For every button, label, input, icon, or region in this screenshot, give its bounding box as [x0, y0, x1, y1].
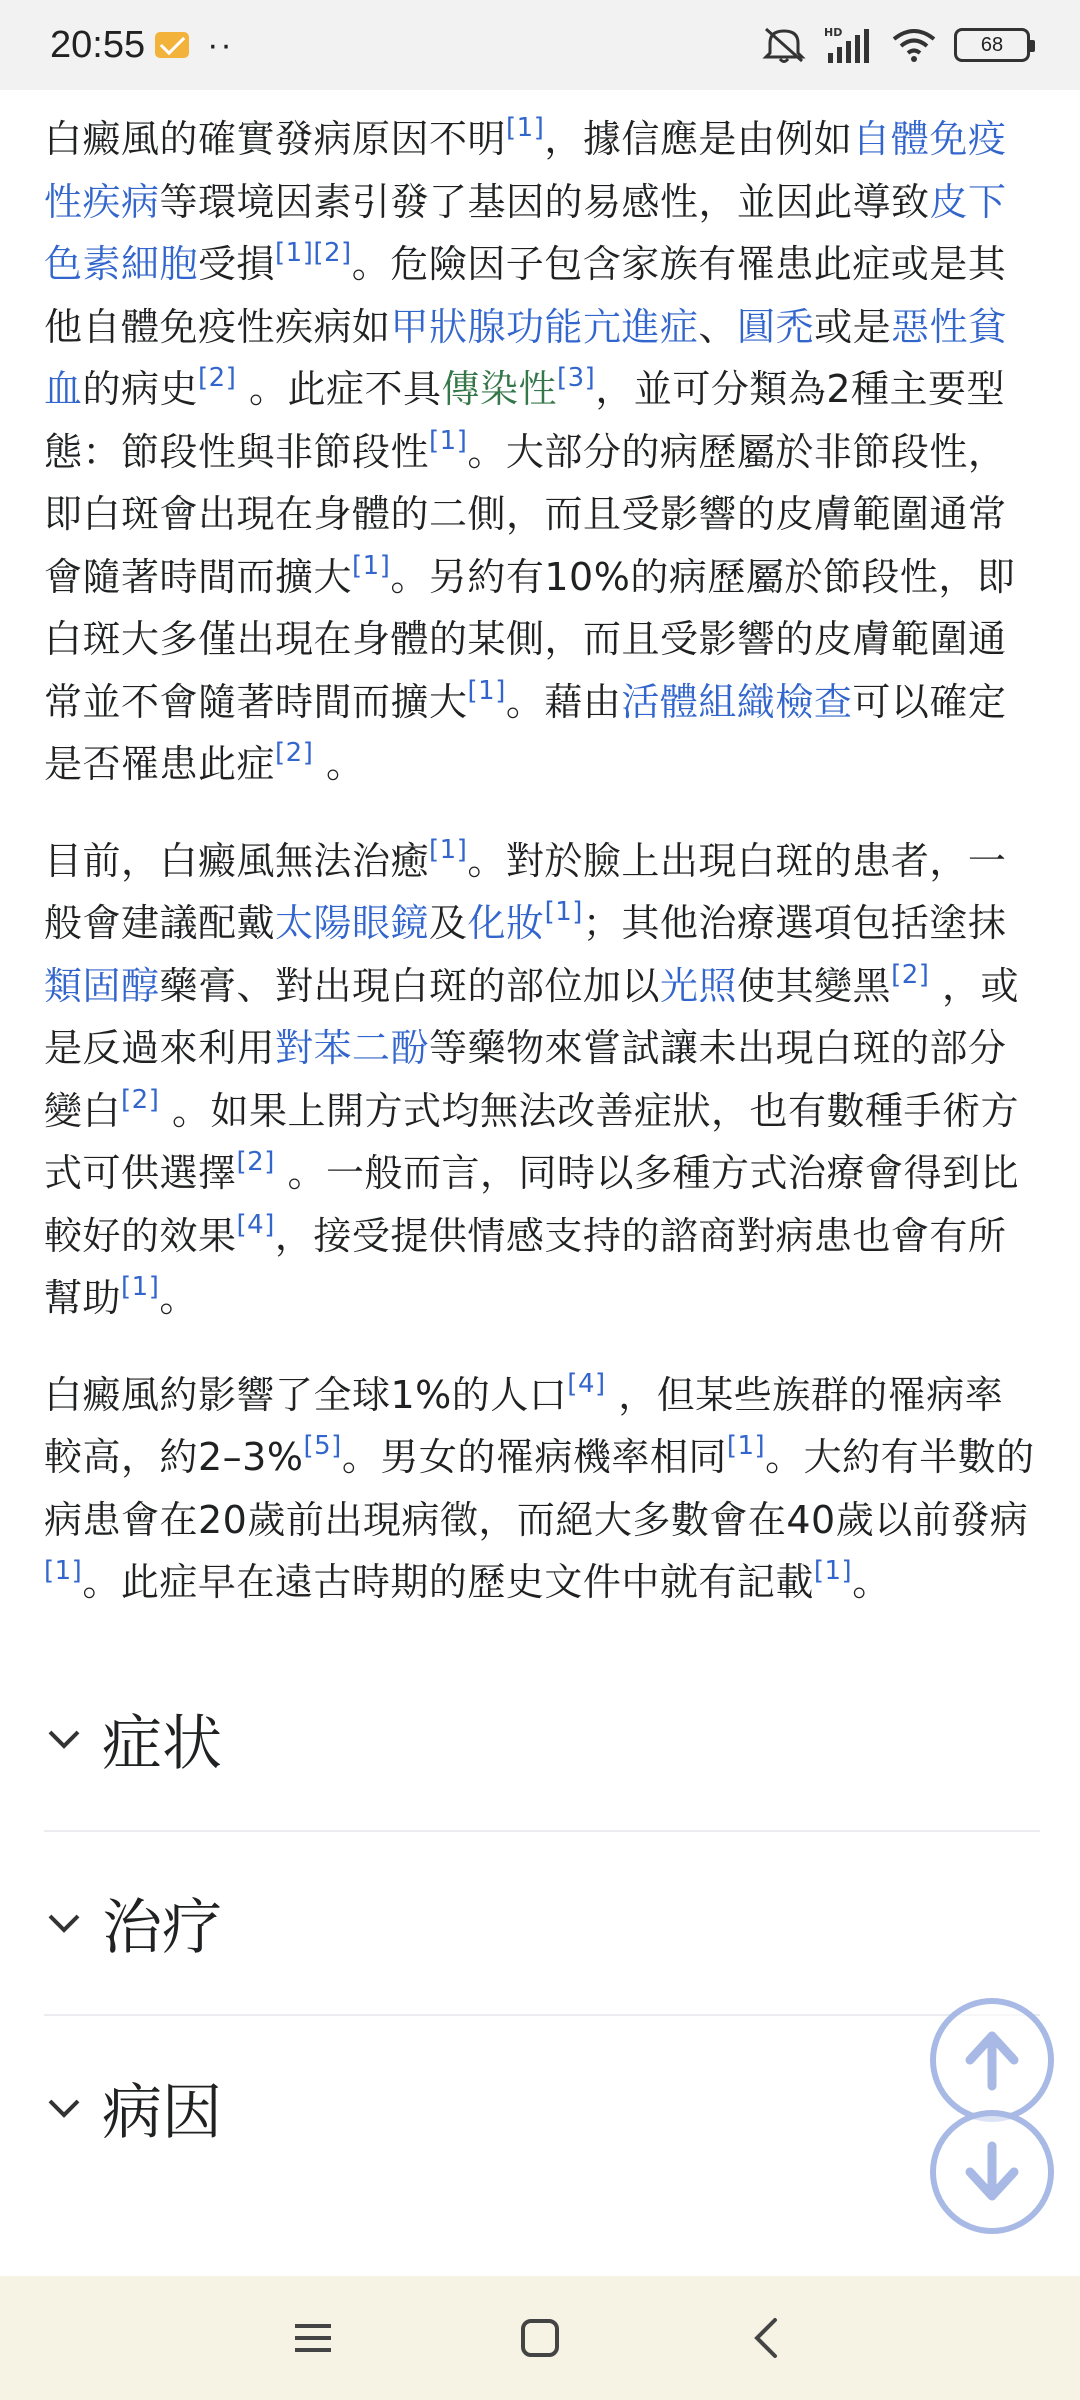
- chevron-down-icon: [44, 2088, 84, 2128]
- clock: 20:55: [50, 23, 146, 66]
- text: 。危險因子包含家族有罹患此症或是其他自體免疫性疾病如: [44, 242, 1007, 349]
- menu-icon: [291, 2318, 335, 2358]
- text: ，據信應是由例如: [544, 117, 853, 161]
- back-icon: [747, 2316, 787, 2360]
- link-sunglasses[interactable]: 太陽眼鏡: [275, 901, 430, 945]
- text: 。另約有10%的病歷屬於節段性，即白斑大多僅出現在身體的某側，而且受影響的皮膚範圍通常並不會隨著時間而擴大: [44, 554, 1016, 724]
- text: 。: [852, 1560, 891, 1604]
- citation[interactable]: [1]: [429, 834, 468, 865]
- text: 或是: [814, 304, 892, 349]
- citation[interactable]: [1]: [44, 1556, 83, 1586]
- link-cosmetics[interactable]: 化妝: [467, 901, 545, 945]
- menu-button[interactable]: [283, 2308, 343, 2368]
- citation[interactable]: [1]: [726, 1431, 766, 1461]
- link-pernicious-anemia[interactable]: 惡性貧血: [44, 304, 1007, 411]
- mail-icon: [155, 32, 189, 58]
- more-notifications: ··: [207, 25, 234, 64]
- text: 。一般而言，同時以多種方式治療會得到比較好的效果: [44, 1151, 1019, 1258]
- citation[interactable]: [2]: [275, 738, 314, 768]
- citation[interactable]: [5]: [303, 1431, 342, 1461]
- chevron-down-icon: [44, 1719, 84, 1759]
- arrow-down-icon: [952, 2132, 1032, 2212]
- text: 。如果上開方式均無法改善症狀，也有數種手術方式可供選擇: [44, 1088, 1019, 1195]
- text: 。: [313, 742, 365, 786]
- citation[interactable]: [1][2]: [275, 238, 352, 268]
- arrow-up-icon: [952, 2020, 1032, 2100]
- text: 等藥物來嘗試讓未出現白斑的部分變白: [44, 1026, 1007, 1133]
- link-contagious[interactable]: 傳染性: [441, 367, 557, 411]
- text: 的病史: [82, 367, 199, 411]
- link-hyperthyroidism[interactable]: 甲狀腺功能亢進症: [390, 304, 699, 349]
- citation[interactable]: [4]: [236, 1209, 275, 1240]
- citation[interactable]: [2]: [236, 1147, 275, 1177]
- text: 。對於臉上出現白斑的患者，一般會建議配戴: [44, 838, 1007, 945]
- article-body: [44, 108, 1040, 2200]
- citation[interactable]: [1]: [506, 113, 545, 143]
- text: 。大約有半數的病患會在20歲前出現病徵，而絕大多數會在40歲以前發病: [44, 1435, 1035, 1542]
- battery-icon: 68: [954, 28, 1030, 62]
- citation[interactable]: [1]: [467, 675, 506, 706]
- citation[interactable]: [1]: [121, 1272, 160, 1302]
- citation[interactable]: [3]: [556, 363, 596, 393]
- chevron-down-icon: [44, 1903, 84, 1943]
- link-biopsy[interactable]: 活體組織檢查: [621, 679, 853, 724]
- section-title: 症状: [102, 1708, 222, 1779]
- citation[interactable]: [1]: [352, 550, 391, 581]
- system-navigation-bar: [0, 2276, 1080, 2400]
- text: ，或是反過來利用: [44, 963, 1019, 1070]
- scroll-down-button[interactable]: [930, 2110, 1054, 2234]
- mute-icon: [762, 27, 806, 63]
- citation[interactable]: [1]: [429, 425, 468, 456]
- text: 。大部分的病歷屬於非節段性，即白斑會出現在身體的二側，而且受影響的皮膚範圍通常會隨著時間而擴大: [44, 429, 1007, 599]
- text: 。: [159, 1276, 198, 1320]
- section-treatment[interactable]: [44, 1832, 1040, 2016]
- text: ，但某些族群的罹病率較高，約2–3%: [44, 1372, 1004, 1479]
- home-button[interactable]: [510, 2308, 570, 2368]
- home-icon: [518, 2316, 562, 2360]
- link-hydroquinone[interactable]: 對苯二酚: [275, 1026, 430, 1070]
- text: 及: [429, 901, 468, 945]
- text: 可以確定是否罹患此症: [44, 679, 1007, 786]
- text: ；其他治療選項包括塗抹: [582, 901, 1007, 945]
- text: 。此症早在遠古時期的歷史文件中就有記載: [82, 1560, 814, 1604]
- paragraph-cause: [44, 108, 1040, 796]
- wifi-icon: [892, 27, 936, 63]
- section-cause[interactable]: [44, 2016, 1040, 2200]
- citation[interactable]: [1]: [813, 1556, 853, 1586]
- scroll-up-button[interactable]: [930, 1998, 1054, 2122]
- text: 。男女的罹病機率相同: [341, 1435, 727, 1479]
- section-title: 病因: [102, 2077, 222, 2148]
- paragraph-epidemiology: [44, 1364, 1040, 1614]
- back-button[interactable]: [737, 2308, 797, 2368]
- text: ，並可分類為2種主要型態：節段性與非節段性: [44, 367, 1006, 474]
- hd-signal-icon: [824, 27, 874, 63]
- citation[interactable]: [1]: [544, 897, 583, 927]
- text: 等環境因素引發了基因的易感性，並因此導致: [159, 179, 930, 224]
- svg-text:HD: HD: [824, 26, 843, 39]
- link-alopecia-areata[interactable]: 圓禿: [737, 304, 815, 349]
- section-title: 治疗: [102, 1892, 222, 1963]
- citation[interactable]: [2]: [198, 363, 237, 393]
- section-symptoms[interactable]: [44, 1648, 1040, 1832]
- text: ，接受提供情感支持的諮商對病患也會有所幫助: [44, 1213, 1007, 1320]
- text: 。藉由: [505, 679, 622, 724]
- text: 目前，白癜風無法治癒: [44, 838, 430, 883]
- status-bar: [0, 0, 1080, 90]
- text: 、: [698, 304, 738, 349]
- text: 。此症不具: [236, 367, 442, 411]
- link-phototherapy[interactable]: 光照: [660, 963, 738, 1008]
- link-melanocyte[interactable]: 皮下色素細胞: [44, 179, 1007, 286]
- link-steroid[interactable]: 類固醇: [44, 963, 160, 1008]
- text: 使其變黑: [737, 963, 892, 1008]
- paragraph-treatment: [44, 830, 1040, 1330]
- text: 受損: [198, 242, 276, 286]
- citation[interactable]: [4]: [567, 1368, 606, 1399]
- text: 白癜風約影響了全球1%的人口: [44, 1372, 568, 1417]
- citation[interactable]: [2]: [891, 959, 930, 990]
- citation[interactable]: [2]: [121, 1084, 160, 1115]
- text: 白癜風的確實發病原因不明: [44, 117, 507, 161]
- link-autoimmune-disease[interactable]: 自體免疫性疾病: [44, 117, 1007, 224]
- text: 藥膏、對出現白斑的部位加以: [159, 963, 661, 1008]
